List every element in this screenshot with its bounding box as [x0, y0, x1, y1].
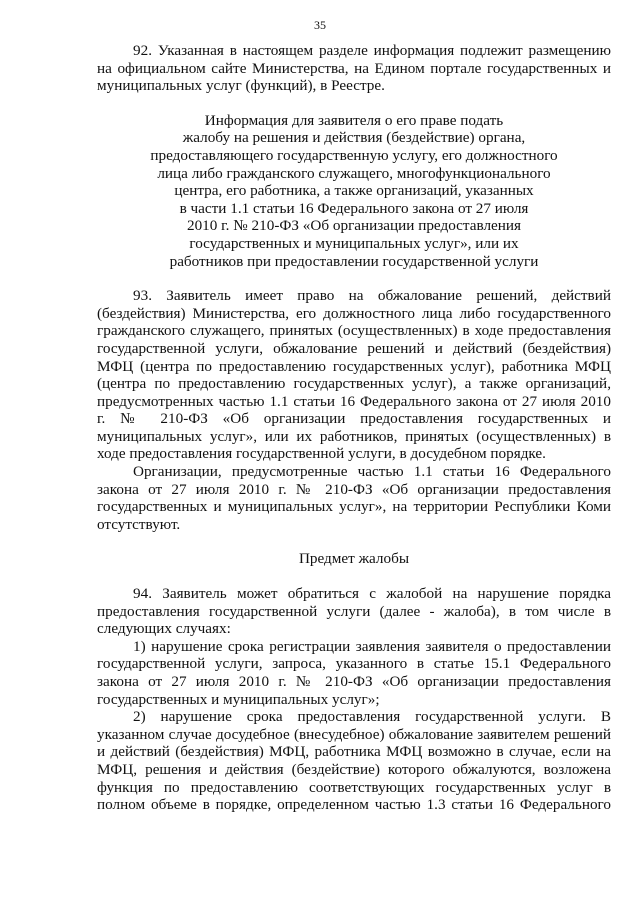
heading-line: государственных и муниципальных услуг», или их — [189, 234, 519, 252]
heading-line: центра, его работника, а также организаций, указанных — [174, 182, 534, 200]
paragraph-93: 93. Заявитель имеет право на обжалование решений, действий (бездействия) Министерства, его должностного лица либо государственного гражданского служащего, принятых (осуществленных) в ходе предоставления государственной услуги, обжалование решений и действий (бездействия) МФЦ (центра по предоставлению государственных услуг), работника МФЦ (центра по предоставлению государственных услуг), а также организаций, предусмотренных частью 1.1 статьи 16 Федерального закона от 27 июля 2010 г. № 210-ФЗ «Об организации предоставления государственных и муниципальных услуг», или их работников, принятых (осуществленных) в ходе предоставления государственной услуги, в досудебном порядке. — [97, 287, 611, 463]
paragraph-94-item-2: 2) нарушение срока предоставления государственной услуги. В указанном случае досудебное (внесудебное) обжалование заявителем решений и действий (бездействия) МФЦ, работника МФЦ возможно в случае, если на МФЦ, решения и действия (бездействие) которого обжалуются, возложена функция по предоставлению соответствующих государственных услуг в полном объеме в порядке, определенном частью 1.3 статьи 16 Федерального — [97, 708, 611, 814]
paragraph-94: 94. Заявитель может обратиться с жалобой на нарушение порядка предоставления государственной услуги (далее - жалоба), в том числе в следующих случаях: — [97, 585, 611, 638]
heading-line: Информация для заявителя о его праве подать — [204, 111, 504, 129]
heading-line: предоставляющего государственную услугу, его должностного — [150, 146, 558, 164]
section-heading-subject: Предмет жалобы — [298, 550, 410, 568]
section-heading-complaint-rights — [97, 112, 611, 270]
paragraph-92: 92. Указанная в настоящем разделе информация подлежит размещению на официальном сайте Министерства, на Едином портале государственных и муниципальных услуг (функций), в Реестре. — [97, 42, 611, 95]
document-body — [97, 42, 611, 814]
heading-line: жалобу на решения и действия (бездействие) органа, — [182, 129, 526, 147]
page-number: 35 — [314, 18, 326, 32]
heading-line: работников при предоставлении государственной услуги — [169, 252, 539, 270]
paragraph-93-organizations: Организации, предусмотренные частью 1.1 статьи 16 Федерального закона от 27 июля 2010 г. № 210-ФЗ «Об организации предоставления государственных и муниципальных услуг», на территории Республики Коми отсутствуют. — [97, 463, 611, 533]
heading-line: 2010 г. № 210-ФЗ «Об организации предоставления — [186, 217, 522, 235]
paragraph-94-item-1: 1) нарушение срока регистрации заявления заявителя о предоставлении государственной услуги, запроса, указанного в статье 15.1 Федерального закона от 27 июля 2010 г. № 210-ФЗ «Об организации предоставления государственных и муниципальных услуг»; — [97, 637, 611, 708]
heading-line: в части 1.1 статьи 16 Федерального закона от 27 июля — [179, 199, 529, 217]
heading-line: лица либо гражданского служащего, многофункционального — [157, 164, 551, 182]
